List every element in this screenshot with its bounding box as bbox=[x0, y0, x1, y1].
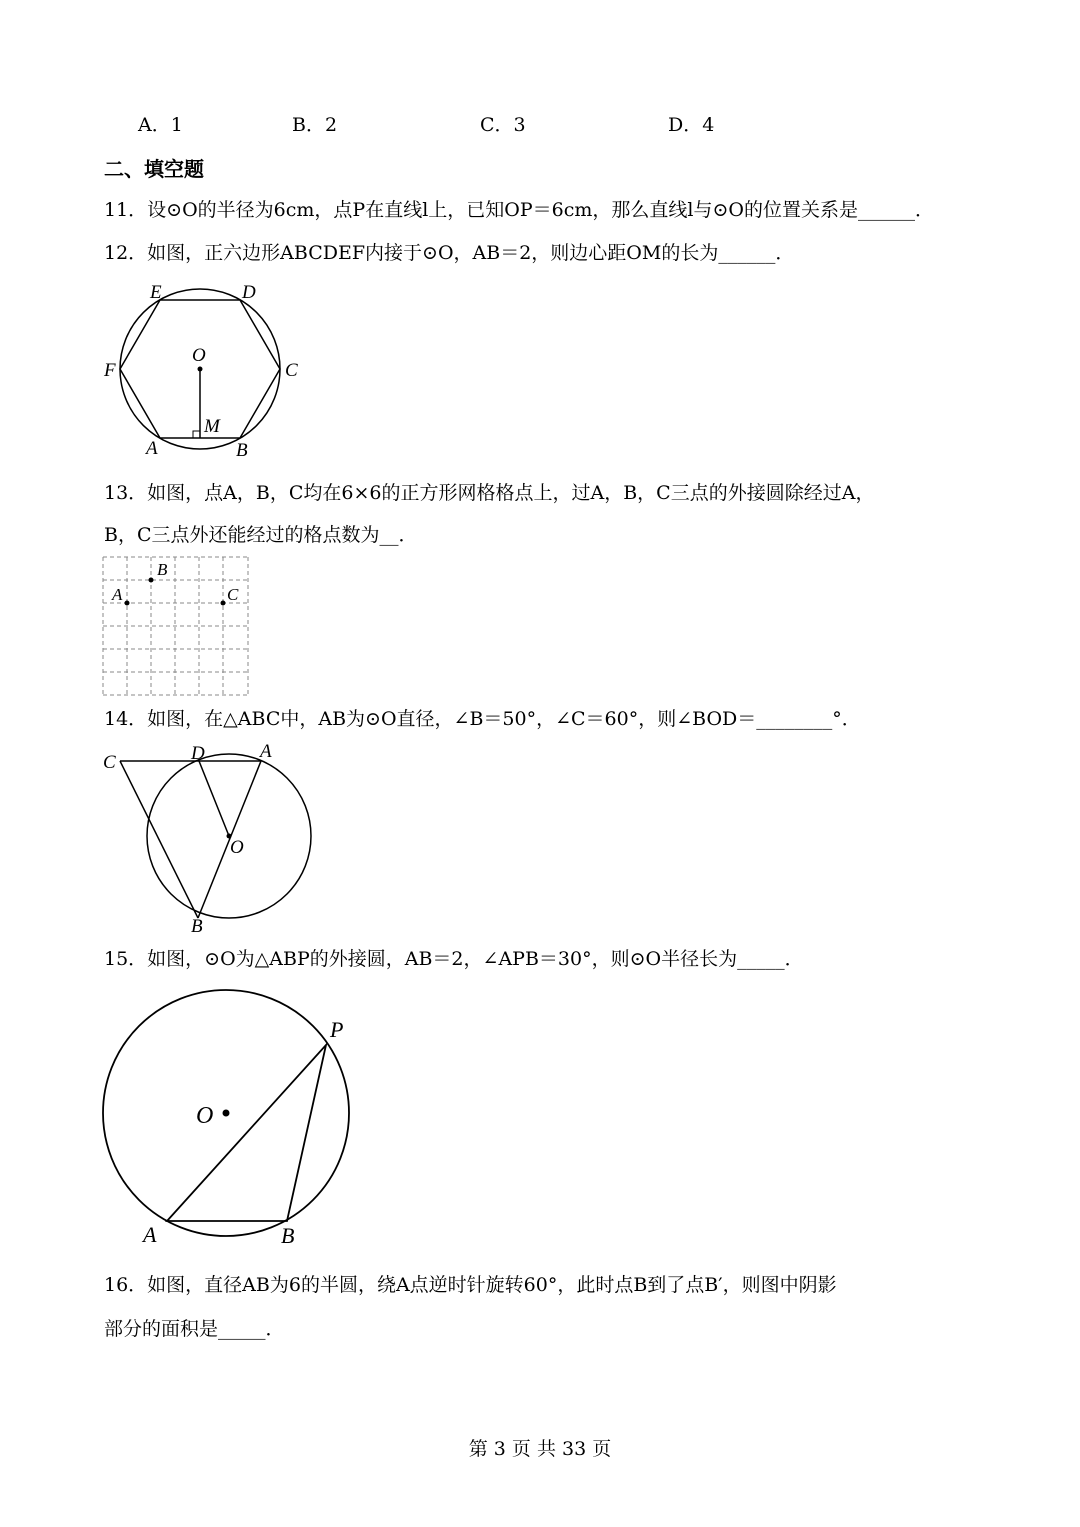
label-a: A bbox=[112, 585, 123, 604]
option-b: B．2 bbox=[292, 114, 338, 136]
question-15: 15．如图，⊙O为△ABP的外接圆，AB＝2，∠APB＝30°，则⊙O半径长为_____． bbox=[104, 948, 804, 970]
option-c: C．3 bbox=[480, 114, 526, 136]
center-point bbox=[223, 1110, 230, 1117]
question-16-line-2: 部分的面积是_____． bbox=[104, 1318, 285, 1340]
label-a: A bbox=[260, 741, 272, 762]
label-o: O bbox=[230, 837, 244, 858]
label-b: B bbox=[191, 916, 203, 935]
label-c: C bbox=[285, 360, 298, 381]
center-point bbox=[198, 367, 203, 372]
figure-circumcircle bbox=[100, 985, 360, 1250]
label-d: D bbox=[191, 743, 205, 764]
figure-grid bbox=[100, 554, 255, 699]
point-b bbox=[149, 578, 154, 583]
question-14: 14．如图，在△ABC中，AB为⊙O直径，∠B＝50°，∠C＝60°，则∠BOD＝________°． bbox=[104, 708, 861, 730]
section-title: 二、填空题 bbox=[104, 157, 204, 181]
question-12: 12．如图，正六边形ABCDEF内接于⊙O，AB＝2，则边心距OM的长为______． bbox=[104, 242, 795, 264]
label-b: B bbox=[281, 1223, 295, 1248]
question-13-line-1: 13．如图，点A，B，C均在6×6的正方形网格格点上，过A，B，C三点的外接圆除经过A， bbox=[104, 482, 875, 504]
option-a: A．1 bbox=[138, 114, 183, 136]
label-a: A bbox=[146, 438, 158, 459]
label-c: C bbox=[227, 585, 239, 604]
question-11: 11．设⊙O的半径为6cm，点P在直线l上，已知OP＝6cm，那么直线l与⊙O的位置关系是______． bbox=[104, 199, 934, 221]
label-f: F bbox=[104, 360, 116, 381]
label-b: B bbox=[236, 440, 248, 461]
label-p: P bbox=[330, 1017, 344, 1042]
triangle-abp bbox=[167, 1045, 326, 1221]
label-m: M bbox=[204, 416, 220, 437]
label-e: E bbox=[150, 282, 162, 303]
segment-do bbox=[199, 761, 229, 836]
label-o: O bbox=[196, 1103, 214, 1129]
point-c bbox=[221, 601, 226, 606]
question-13-line-2: B，C三点外还能经过的格点数为__． bbox=[104, 524, 418, 546]
option-d: D．4 bbox=[668, 114, 715, 136]
figure-hexagon bbox=[100, 278, 310, 463]
grid-lines bbox=[103, 557, 248, 695]
label-d: D bbox=[242, 282, 256, 303]
figure-triangle-circle bbox=[100, 740, 320, 935]
point-a bbox=[125, 601, 130, 606]
label-a: A bbox=[143, 1222, 157, 1247]
right-angle-mark bbox=[193, 431, 200, 438]
label-c: C bbox=[103, 752, 116, 773]
segment-cb bbox=[120, 761, 198, 918]
label-b: B bbox=[157, 560, 168, 579]
page-footer: 第 3 页 共 33 页 bbox=[468, 1438, 612, 1460]
question-16-line-1: 16．如图，直径AB为6的半圆，绕A点逆时针旋转60°，此时点B到了点B′，则图中阴影 bbox=[104, 1274, 837, 1296]
label-o: O bbox=[192, 345, 206, 366]
